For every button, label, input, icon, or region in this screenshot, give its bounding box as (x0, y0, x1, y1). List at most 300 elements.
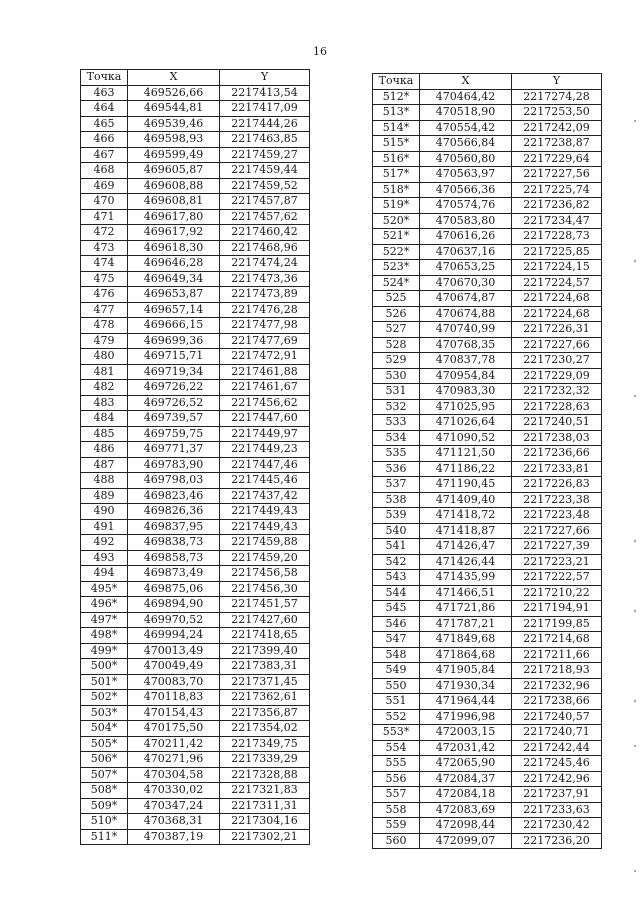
cell-y: 2217321,83 (220, 783, 310, 799)
cell-point: 539 (373, 508, 420, 524)
cell-x: 470049,49 (128, 659, 220, 675)
cell-y: 2217232,96 (512, 678, 602, 694)
table-row (81, 116, 310, 132)
cell-point: 505* (81, 736, 128, 752)
cell-point: 512* (373, 89, 420, 105)
coordinates-table-right (372, 73, 602, 849)
cell-point: 499* (81, 643, 128, 659)
scan-speck (634, 395, 636, 397)
cell-y: 2217456,62 (220, 395, 310, 411)
cell-x: 469666,15 (128, 318, 220, 334)
cell-y: 2217472,91 (220, 349, 310, 365)
table-row (373, 244, 602, 260)
cell-point: 540 (373, 523, 420, 539)
cell-point: 469 (81, 178, 128, 194)
cell-x: 469759,75 (128, 426, 220, 442)
table-row (373, 694, 602, 710)
cell-y: 2217225,74 (512, 182, 602, 198)
cell-x: 471418,87 (420, 523, 512, 539)
cell-point: 538 (373, 492, 420, 508)
table-row (373, 492, 602, 508)
table-row (81, 287, 310, 303)
table-row (81, 690, 310, 706)
scan-speck (634, 120, 636, 122)
cell-x: 469826,36 (128, 504, 220, 520)
table-row (373, 663, 602, 679)
cell-x: 469798,03 (128, 473, 220, 489)
cell-y: 2217476,28 (220, 302, 310, 318)
cell-point: 536 (373, 461, 420, 477)
cell-point: 534 (373, 430, 420, 446)
cell-x: 471026,64 (420, 415, 512, 431)
cell-y: 2217447,60 (220, 411, 310, 427)
cell-y: 2217339,29 (220, 752, 310, 768)
cell-y: 2217473,36 (220, 271, 310, 287)
cell-point: 553* (373, 725, 420, 741)
table-row (373, 430, 602, 446)
cell-point: 494 (81, 566, 128, 582)
cell-point: 500* (81, 659, 128, 675)
table-row (373, 291, 602, 307)
table-row (373, 260, 602, 276)
table-row (81, 628, 310, 644)
cell-y: 2217461,67 (220, 380, 310, 396)
table-row (81, 333, 310, 349)
cell-x: 471466,51 (420, 585, 512, 601)
cell-x: 470768,35 (420, 337, 512, 353)
cell-x: 470083,70 (128, 674, 220, 690)
cell-x: 470175,50 (128, 721, 220, 737)
cell-y: 2217383,31 (220, 659, 310, 675)
cell-point: 516* (373, 151, 420, 167)
table-row (373, 151, 602, 167)
cell-y: 2217477,98 (220, 318, 310, 334)
cell-point: 550 (373, 678, 420, 694)
scan-speck (634, 610, 636, 612)
cell-y: 2217456,30 (220, 581, 310, 597)
cell-y: 2217233,81 (512, 461, 602, 477)
cell-point: 524* (373, 275, 420, 291)
cell-x: 469608,88 (128, 178, 220, 194)
cell-y: 2217417,09 (220, 101, 310, 117)
table-row (81, 829, 310, 845)
cell-x: 469715,71 (128, 349, 220, 365)
cell-y: 2217230,27 (512, 353, 602, 369)
table-row (373, 136, 602, 152)
cell-x: 469837,95 (128, 519, 220, 535)
cell-point: 503* (81, 705, 128, 721)
table-row (81, 721, 310, 737)
cell-y: 2217449,43 (220, 504, 310, 520)
cell-y: 2217328,88 (220, 767, 310, 783)
cell-point: 507* (81, 767, 128, 783)
cell-point: 485 (81, 426, 128, 442)
cell-y: 2217474,24 (220, 256, 310, 272)
cell-point: 509* (81, 798, 128, 814)
table-row (81, 302, 310, 318)
table-row (373, 198, 602, 214)
cell-y: 2217214,68 (512, 632, 602, 648)
cell-x: 469894,90 (128, 597, 220, 613)
cell-x: 471905,84 (420, 663, 512, 679)
cell-x: 470954,84 (420, 368, 512, 384)
table-row (81, 194, 310, 210)
cell-y: 2217461,88 (220, 364, 310, 380)
table-row (373, 353, 602, 369)
table-row (81, 550, 310, 566)
table-row (373, 632, 602, 648)
cell-y: 2217230,42 (512, 818, 602, 834)
table-row (81, 752, 310, 768)
cell-point: 544 (373, 585, 420, 601)
column-header-x: X (420, 74, 512, 90)
cell-x: 469646,28 (128, 256, 220, 272)
cell-point: 519* (373, 198, 420, 214)
cell-x: 472003,15 (420, 725, 512, 741)
cell-x: 471090,52 (420, 430, 512, 446)
cell-x: 471930,34 (420, 678, 512, 694)
cell-y: 2217237,91 (512, 787, 602, 803)
cell-point: 491 (81, 519, 128, 535)
cell-y: 2217449,23 (220, 442, 310, 458)
cell-point: 560 (373, 833, 420, 849)
cell-y: 2217242,96 (512, 771, 602, 787)
table-row (373, 818, 602, 834)
cell-x: 470740,99 (420, 322, 512, 338)
table-row (373, 384, 602, 400)
cell-y: 2217226,31 (512, 322, 602, 338)
cell-x: 469783,90 (128, 457, 220, 473)
table-row (81, 225, 310, 241)
table-row (373, 182, 602, 198)
table-row (81, 256, 310, 272)
cell-y: 2217227,39 (512, 539, 602, 555)
cell-x: 471426,44 (420, 554, 512, 570)
cell-x: 470304,58 (128, 767, 220, 783)
cell-x: 471864,68 (420, 647, 512, 663)
cell-y: 2217477,69 (220, 333, 310, 349)
column-header-point: Точка (373, 74, 420, 90)
cell-y: 2217228,63 (512, 399, 602, 415)
cell-y: 2217224,15 (512, 260, 602, 276)
cell-x: 469726,52 (128, 395, 220, 411)
cell-point: 513* (373, 105, 420, 121)
cell-point: 541 (373, 539, 420, 555)
table-row (373, 585, 602, 601)
cell-x: 469653,87 (128, 287, 220, 303)
table-row (373, 570, 602, 586)
table-row (81, 783, 310, 799)
table-row (373, 399, 602, 415)
table-row (81, 163, 310, 179)
table-row (81, 736, 310, 752)
cell-point: 517* (373, 167, 420, 183)
cell-point: 465 (81, 116, 128, 132)
cell-point: 473 (81, 240, 128, 256)
table-row (373, 647, 602, 663)
cell-y: 2217232,32 (512, 384, 602, 400)
table-row (373, 213, 602, 229)
table-row (373, 120, 602, 136)
table-row (81, 101, 310, 117)
cell-x: 469617,80 (128, 209, 220, 225)
cell-x: 472098,44 (420, 818, 512, 834)
cell-point: 523* (373, 260, 420, 276)
cell-point: 482 (81, 380, 128, 396)
cell-y: 2217229,64 (512, 151, 602, 167)
column-header-y: Y (512, 74, 602, 90)
cell-point: 468 (81, 163, 128, 179)
page-number: 16 (313, 45, 327, 58)
table-row (373, 523, 602, 539)
table-row (81, 612, 310, 628)
cell-point: 495* (81, 581, 128, 597)
cell-y: 2217463,85 (220, 132, 310, 148)
cell-y: 2217457,62 (220, 209, 310, 225)
cell-point: 522* (373, 244, 420, 260)
table-row (373, 368, 602, 384)
table-row (373, 709, 602, 725)
table-row (373, 554, 602, 570)
cell-point: 483 (81, 395, 128, 411)
cell-x: 469970,52 (128, 612, 220, 628)
table-row (373, 306, 602, 322)
cell-x: 471426,47 (420, 539, 512, 555)
cell-y: 2217459,88 (220, 535, 310, 551)
cell-x: 470347,24 (128, 798, 220, 814)
cell-point: 467 (81, 147, 128, 163)
cell-x: 469994,24 (128, 628, 220, 644)
table-row (81, 85, 310, 101)
cell-point: 526 (373, 306, 420, 322)
table-row (373, 601, 602, 617)
cell-y: 2217236,82 (512, 198, 602, 214)
cell-y: 2217211,66 (512, 647, 602, 663)
cell-y: 2217427,60 (220, 612, 310, 628)
table-row (373, 105, 602, 121)
cell-y: 2217224,68 (512, 291, 602, 307)
cell-y: 2217253,50 (512, 105, 602, 121)
table-row (81, 442, 310, 458)
cell-x: 471418,72 (420, 508, 512, 524)
cell-y: 2217302,21 (220, 829, 310, 845)
cell-y: 2217459,27 (220, 147, 310, 163)
cell-x: 469739,57 (128, 411, 220, 427)
cell-y: 2217399,40 (220, 643, 310, 659)
cell-y: 2217242,09 (512, 120, 602, 136)
table-row (373, 802, 602, 818)
cell-point: 474 (81, 256, 128, 272)
table-row (81, 488, 310, 504)
cell-x: 469544,81 (128, 101, 220, 117)
cell-point: 521* (373, 229, 420, 245)
table-row (81, 178, 310, 194)
cell-x: 470560,80 (420, 151, 512, 167)
table-row (81, 380, 310, 396)
table-row (373, 322, 602, 338)
cell-y: 2217449,43 (220, 519, 310, 535)
cell-y: 2217223,38 (512, 492, 602, 508)
cell-point: 535 (373, 446, 420, 462)
cell-point: 504* (81, 721, 128, 737)
cell-x: 471964,44 (420, 694, 512, 710)
cell-y: 2217457,87 (220, 194, 310, 210)
table-row (81, 395, 310, 411)
column-header-x: X (128, 70, 220, 86)
cell-x: 469608,81 (128, 194, 220, 210)
cell-y: 2217236,66 (512, 446, 602, 462)
cell-point: 558 (373, 802, 420, 818)
table-row (81, 504, 310, 520)
table-row (81, 705, 310, 721)
cell-point: 484 (81, 411, 128, 427)
table-row (373, 740, 602, 756)
cell-x: 471996,98 (420, 709, 512, 725)
cell-y: 2217233,63 (512, 802, 602, 818)
cell-point: 487 (81, 457, 128, 473)
cell-x: 471849,68 (420, 632, 512, 648)
cell-x: 469599,49 (128, 147, 220, 163)
cell-x: 469726,22 (128, 380, 220, 396)
cell-y: 2217225,85 (512, 244, 602, 260)
table-row (373, 787, 602, 803)
cell-point: 480 (81, 349, 128, 365)
cell-x: 469823,46 (128, 488, 220, 504)
cell-point: 549 (373, 663, 420, 679)
cell-y: 2217311,31 (220, 798, 310, 814)
cell-point: 542 (373, 554, 420, 570)
cell-x: 472099,07 (420, 833, 512, 849)
cell-x: 471409,40 (420, 492, 512, 508)
cell-x: 470616,26 (420, 229, 512, 245)
cell-point: 478 (81, 318, 128, 334)
cell-x: 472084,37 (420, 771, 512, 787)
table-row (373, 539, 602, 555)
cell-x: 470566,36 (420, 182, 512, 198)
cell-point: 506* (81, 752, 128, 768)
cell-y: 2217356,87 (220, 705, 310, 721)
cell-x: 470271,96 (128, 752, 220, 768)
cell-y: 2217229,09 (512, 368, 602, 384)
scan-speck (634, 700, 636, 702)
cell-x: 472031,42 (420, 740, 512, 756)
cell-y: 2217238,87 (512, 136, 602, 152)
cell-y: 2217274,28 (512, 89, 602, 105)
cell-y: 2217459,44 (220, 163, 310, 179)
cell-y: 2217473,89 (220, 287, 310, 303)
cell-point: 510* (81, 814, 128, 830)
table-row (373, 167, 602, 183)
cell-x: 472065,90 (420, 756, 512, 772)
cell-y: 2217349,75 (220, 736, 310, 752)
cell-x: 469875,06 (128, 581, 220, 597)
cell-x: 469605,87 (128, 163, 220, 179)
cell-x: 470583,80 (420, 213, 512, 229)
cell-y: 2217468,96 (220, 240, 310, 256)
cell-y: 2217459,52 (220, 178, 310, 194)
cell-x: 469699,36 (128, 333, 220, 349)
cell-x: 470674,87 (420, 291, 512, 307)
cell-point: 533 (373, 415, 420, 431)
cell-point: 475 (81, 271, 128, 287)
cell-y: 2217234,47 (512, 213, 602, 229)
cell-x: 469771,37 (128, 442, 220, 458)
cell-x: 469873,49 (128, 566, 220, 582)
cell-point: 508* (81, 783, 128, 799)
cell-y: 2217223,21 (512, 554, 602, 570)
cell-y: 2217444,26 (220, 116, 310, 132)
cell-point: 547 (373, 632, 420, 648)
cell-y: 2217236,20 (512, 833, 602, 849)
cell-x: 469719,34 (128, 364, 220, 380)
cell-point: 551 (373, 694, 420, 710)
cell-point: 479 (81, 333, 128, 349)
cell-point: 520* (373, 213, 420, 229)
cell-x: 471121,50 (420, 446, 512, 462)
cell-point: 498* (81, 628, 128, 644)
cell-point: 488 (81, 473, 128, 489)
cell-x: 469526,66 (128, 85, 220, 101)
cell-y: 2217227,56 (512, 167, 602, 183)
scan-speck (634, 260, 636, 262)
cell-x: 469617,92 (128, 225, 220, 241)
table-row (81, 535, 310, 551)
table-row (373, 756, 602, 772)
cell-point: 492 (81, 535, 128, 551)
cell-point: 472 (81, 225, 128, 241)
cell-x: 471435,99 (420, 570, 512, 586)
cell-x: 471186,22 (420, 461, 512, 477)
cell-y: 2217223,48 (512, 508, 602, 524)
table-row (81, 814, 310, 830)
cell-point: 501* (81, 674, 128, 690)
cell-y: 2217304,16 (220, 814, 310, 830)
cell-y: 2217224,68 (512, 306, 602, 322)
cell-y: 2217238,03 (512, 430, 602, 446)
table-row (81, 643, 310, 659)
table-row (81, 519, 310, 535)
cell-y: 2217447,46 (220, 457, 310, 473)
cell-y: 2217437,42 (220, 488, 310, 504)
cell-x: 470674,88 (420, 306, 512, 322)
cell-point: 529 (373, 353, 420, 369)
cell-y: 2217418,65 (220, 628, 310, 644)
table-row (81, 349, 310, 365)
cell-y: 2217238,66 (512, 694, 602, 710)
table-row (81, 597, 310, 613)
cell-x: 471025,95 (420, 399, 512, 415)
table-row (373, 461, 602, 477)
cell-x: 470983,30 (420, 384, 512, 400)
cell-x: 470013,49 (128, 643, 220, 659)
cell-x: 471721,86 (420, 601, 512, 617)
table-row (81, 240, 310, 256)
cell-point: 548 (373, 647, 420, 663)
cell-x: 472083,69 (420, 802, 512, 818)
cell-y: 2217413,54 (220, 85, 310, 101)
cell-point: 559 (373, 818, 420, 834)
cell-y: 2217459,20 (220, 550, 310, 566)
scan-speck (634, 745, 636, 747)
cell-x: 470211,42 (128, 736, 220, 752)
cell-y: 2217226,83 (512, 477, 602, 493)
cell-x: 469618,30 (128, 240, 220, 256)
table-row (373, 415, 602, 431)
cell-x: 472084,18 (420, 787, 512, 803)
cell-x: 471787,21 (420, 616, 512, 632)
cell-y: 2217456,58 (220, 566, 310, 582)
cell-point: 489 (81, 488, 128, 504)
